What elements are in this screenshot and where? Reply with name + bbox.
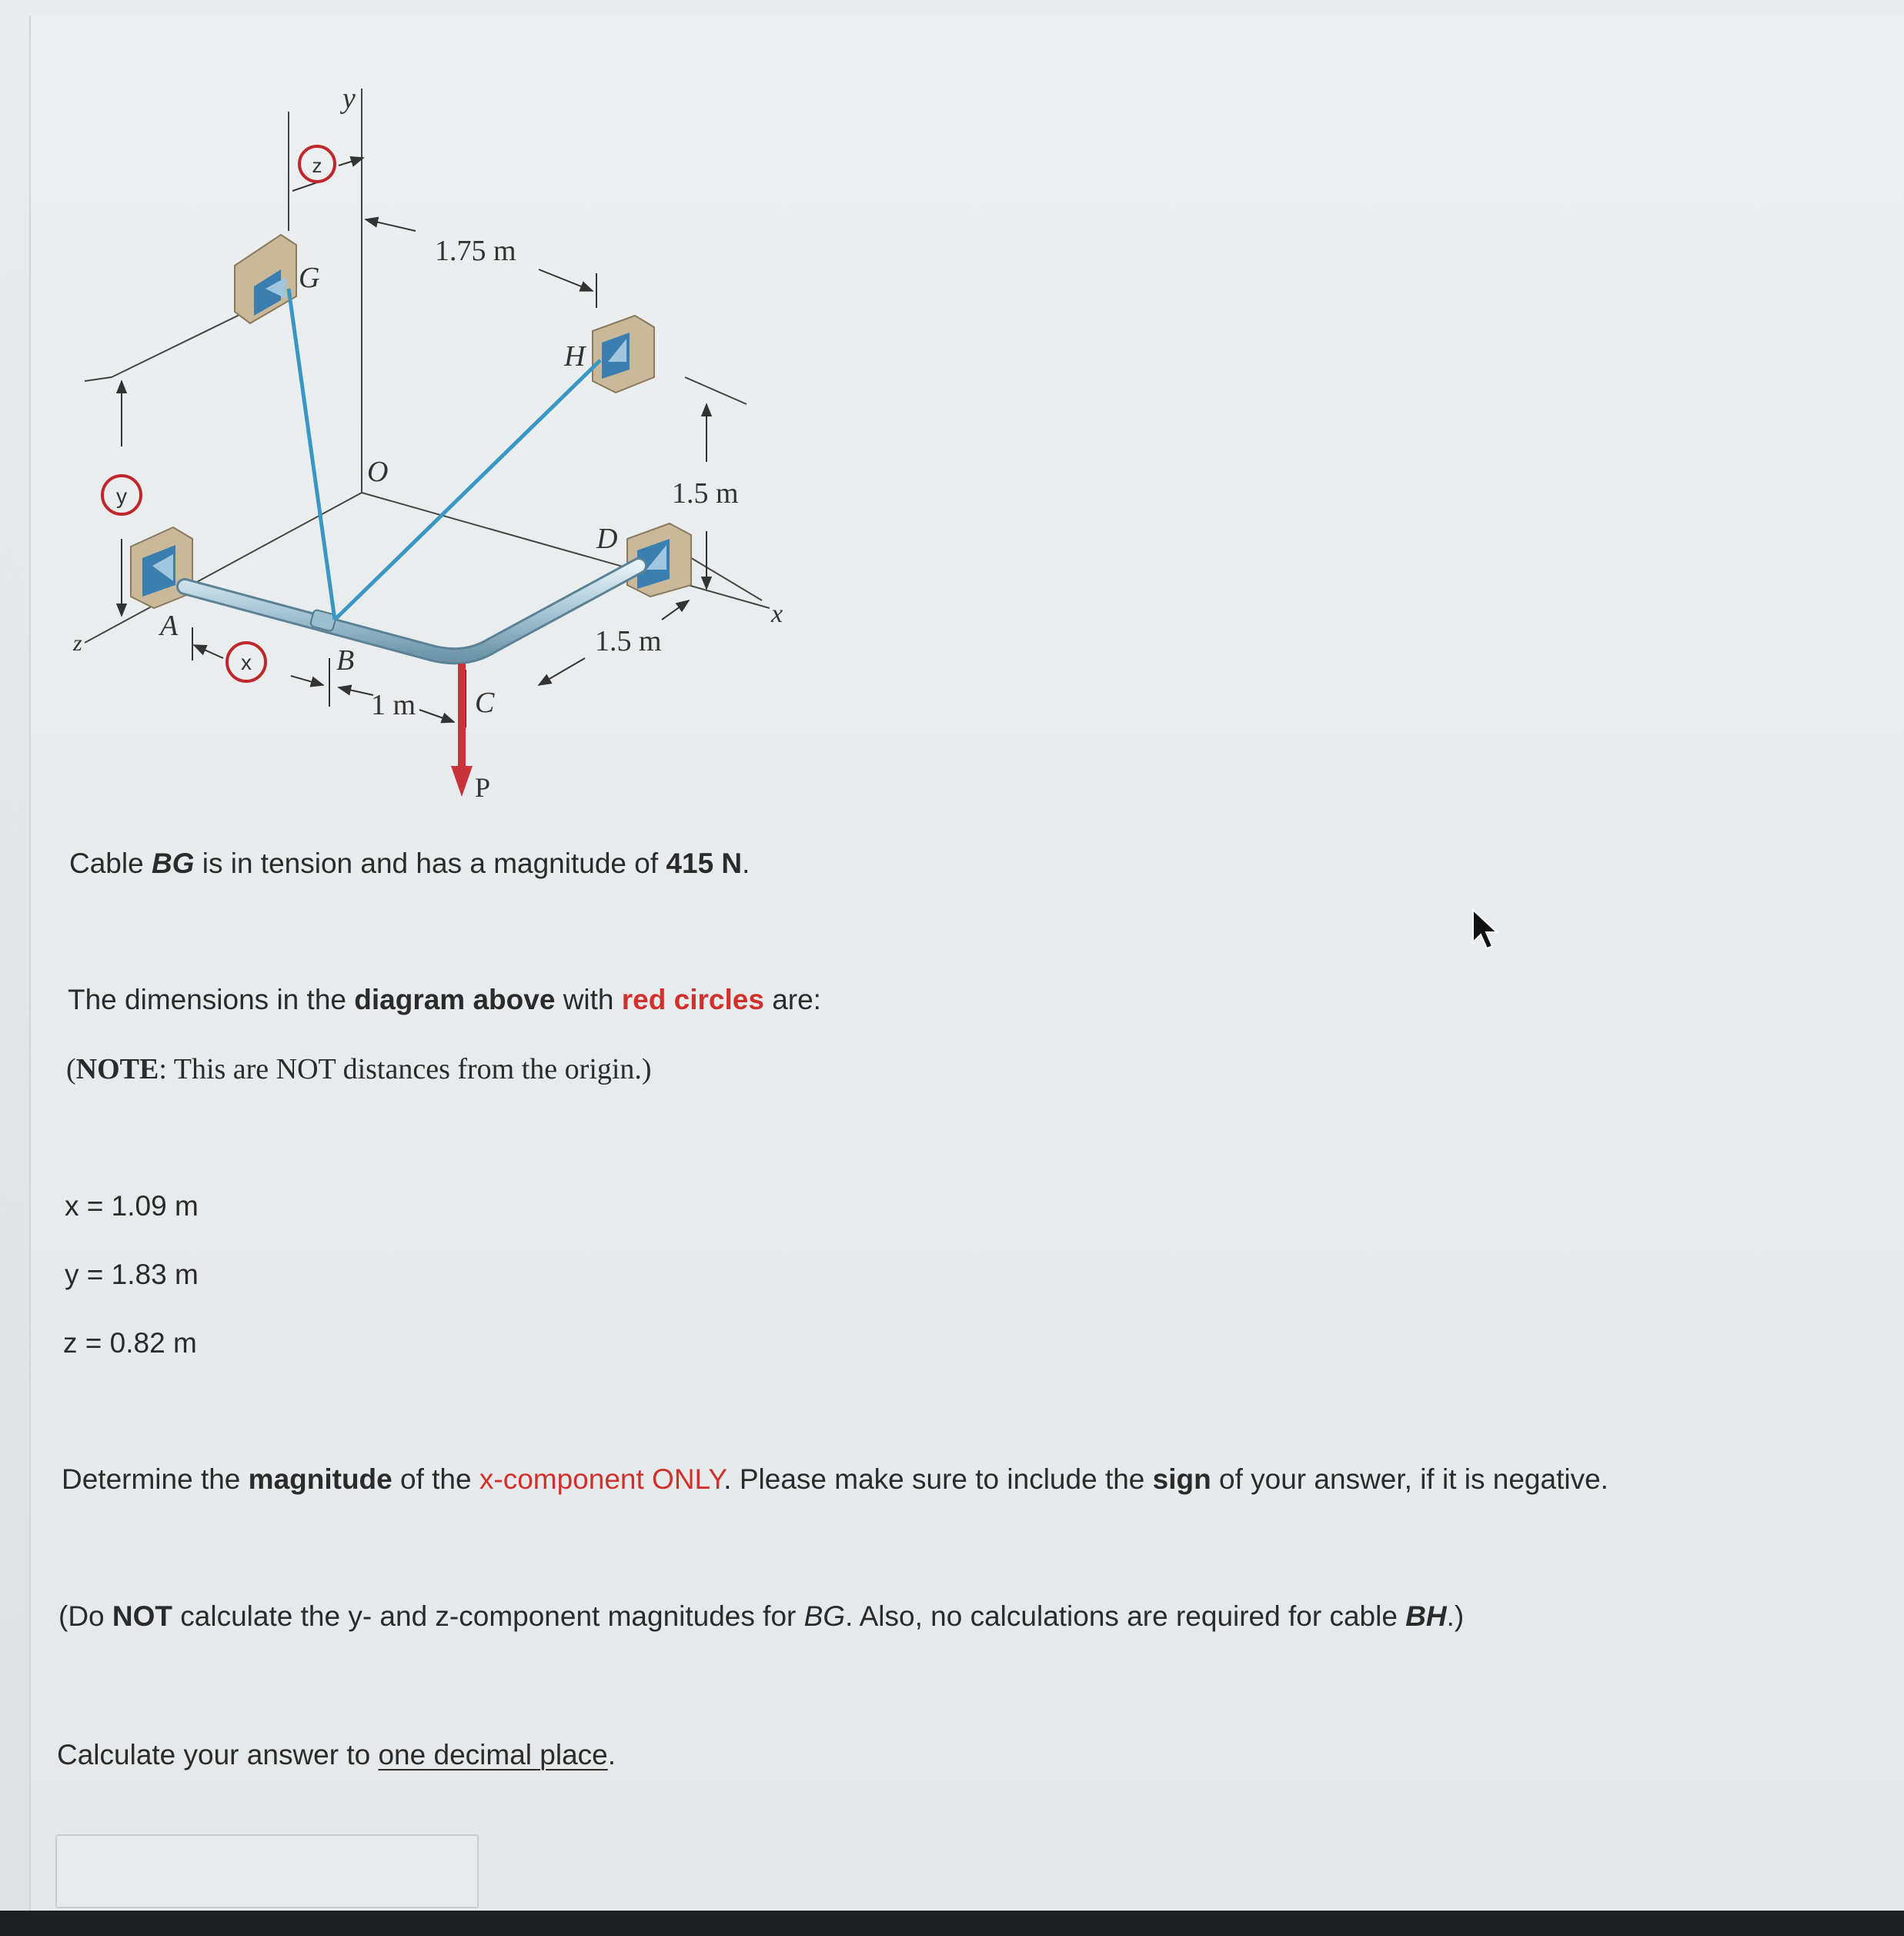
- label-C: C: [475, 687, 495, 719]
- value-z: z = 0.82 m: [63, 1327, 197, 1359]
- label-H: H: [564, 340, 586, 373]
- label-O: O: [367, 456, 389, 488]
- statement-line: Cable BG is in tension and has a magnitude of 415 N.: [69, 848, 750, 879]
- label-D: D: [596, 523, 618, 555]
- x-axis-line: [362, 493, 770, 608]
- dim-175-right-arrow: [539, 269, 593, 291]
- bracket-H: [593, 316, 654, 393]
- dim-15b-down-arrow: [539, 658, 585, 685]
- label-z-axis: z: [73, 630, 82, 656]
- red-circle-y: [102, 476, 141, 514]
- bottom-bar: [0, 1911, 1904, 1936]
- dim-175: 1.75 m: [435, 235, 516, 267]
- force-P-arrow: [451, 664, 473, 797]
- dimensions-intro: The dimensions in the diagram above with red circles are:: [68, 984, 821, 1015]
- dim-c-arrow: [419, 710, 454, 722]
- red-circle-x: [227, 643, 266, 681]
- dim-x-arrow: [194, 645, 223, 658]
- bracket-A: [131, 527, 192, 608]
- dim-1m-right-arrow: [339, 687, 373, 695]
- red-circle-z: [299, 146, 335, 182]
- cable-BG: [289, 289, 335, 620]
- dim-1m-left-arrow: [291, 676, 323, 685]
- label-B: B: [336, 644, 355, 677]
- circle-z-label: z: [312, 154, 322, 177]
- statics-diagram: [0, 0, 847, 831]
- mouse-pointer-icon: [1470, 908, 1501, 955]
- dim-1m: 1 m: [371, 689, 416, 721]
- dim-15b-up-arrow: [662, 600, 689, 620]
- dim-15-right: 1.5 m: [672, 477, 739, 510]
- cables: [289, 289, 600, 620]
- label-A: A: [160, 610, 179, 642]
- circle-x-label: x: [241, 650, 252, 674]
- do-not-line: (Do NOT calculate the y- and z-component magnitudes for BG. Also, no calculations are required for cable BH.): [58, 1600, 1465, 1632]
- answer-input[interactable]: [55, 1834, 479, 1908]
- value-x: x = 1.09 m: [65, 1190, 199, 1222]
- value-y: y = 1.83 m: [65, 1259, 199, 1290]
- calculate-line: Calculate your answer to one decimal place.: [57, 1739, 616, 1770]
- bracket-G: [235, 235, 296, 323]
- dim-175-left-arrow: [366, 219, 416, 231]
- dim-15-bottom: 1.5 m: [595, 625, 662, 657]
- label-y-axis: y: [342, 82, 356, 115]
- label-x-axis: x: [771, 600, 783, 628]
- label-G: G: [299, 262, 320, 294]
- dim-z-arrow: [339, 158, 363, 166]
- label-P: P: [475, 772, 491, 803]
- note-line: (NOTE: This are NOT distances from the origin.): [66, 1053, 652, 1085]
- cable-BH: [335, 360, 600, 620]
- determine-line: Determine the magnitude of the x-component ONLY. Please make sure to include the sign of your answer, if it is negative.: [62, 1463, 1608, 1495]
- circle-y-label: y: [116, 484, 127, 508]
